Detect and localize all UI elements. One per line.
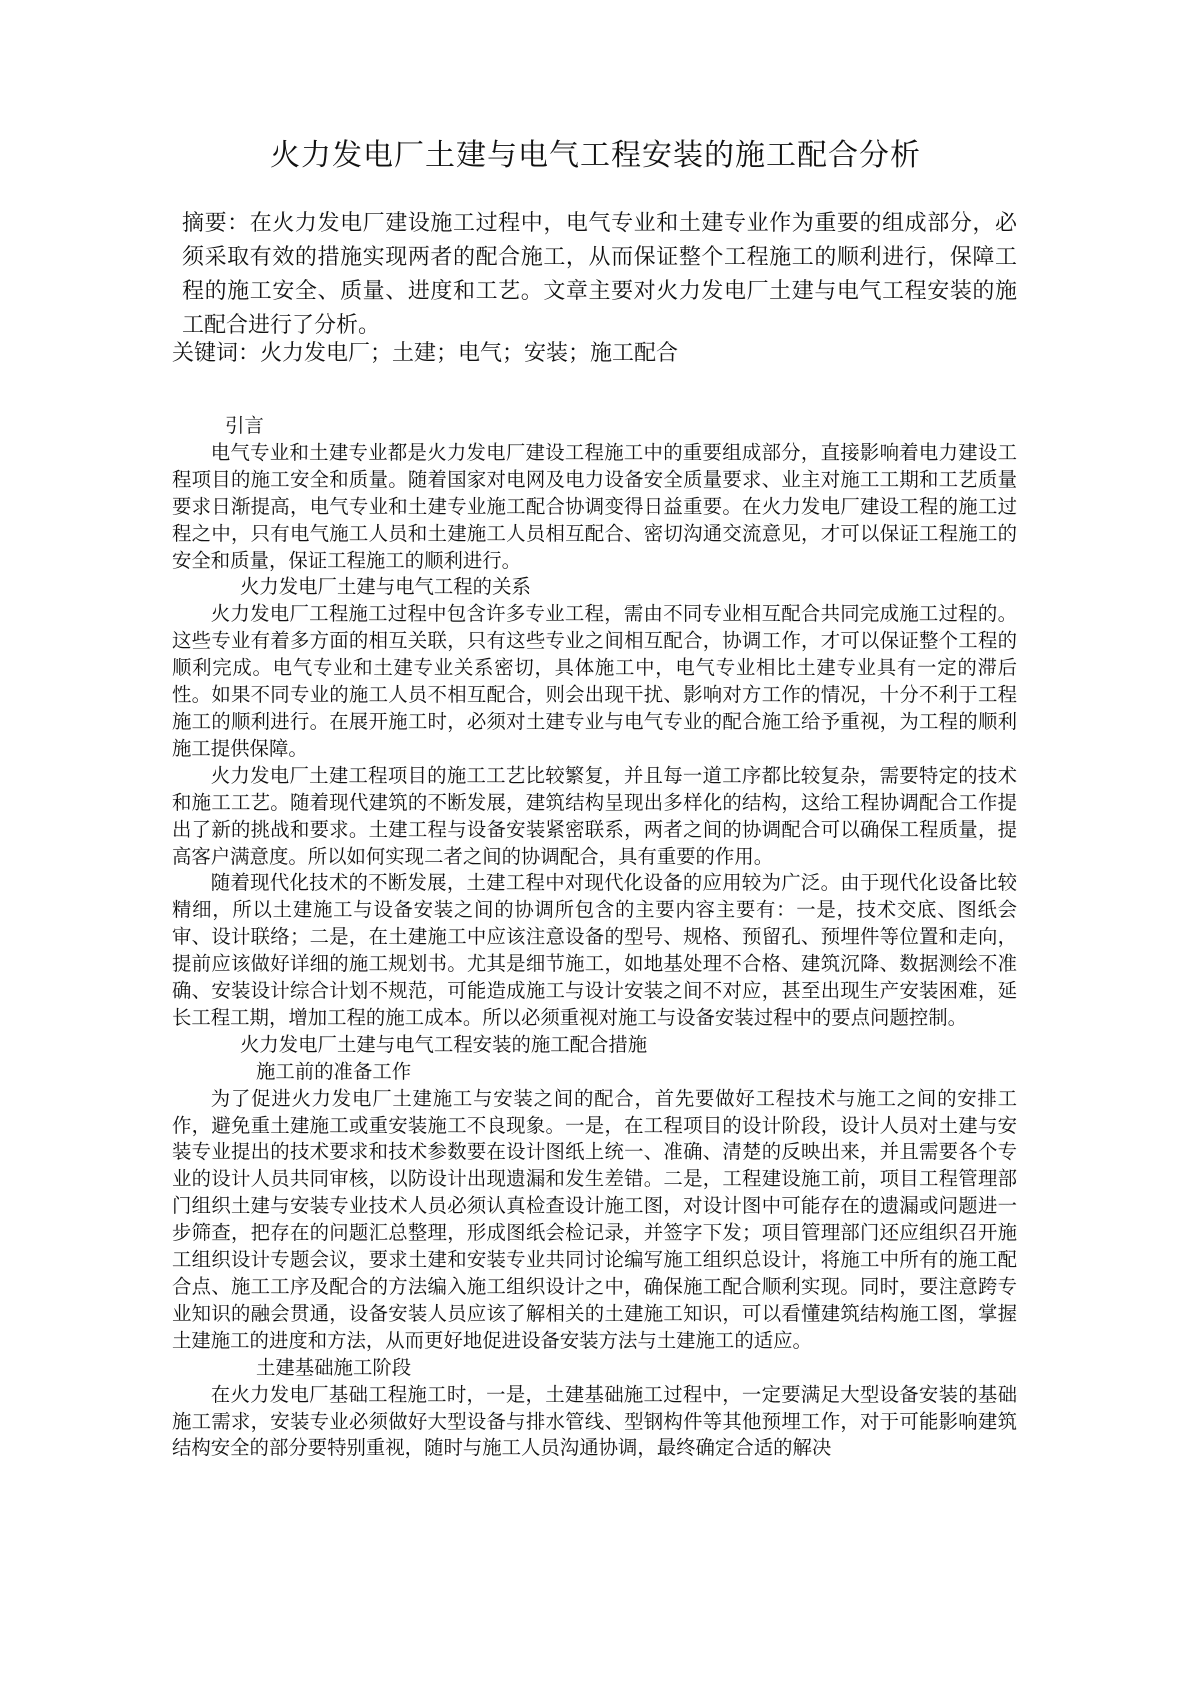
section1-paragraph-2: 火力发电厂土建工程项目的施工工艺比较繁复，并且每一道工序都比较复杂，需要特定的技术和施工工艺。随着现代建筑的不断发展，建筑结构呈现出多样化的结构，这给工程协调配合工作提出了新的挑战和要求。土建工程与设备安装紧密联系，两者之间的协调配合可以确保工程质量，提高客户满意度。所以如何实现二者之间的协调配合，具有重要的作用。 <box>172 763 1017 868</box>
abstract-text: 摘要：在火力发电厂建设施工过程中，电气专业和土建专业作为重要的组成部分，必须采取有效的措施实现两者的配合施工，从而保证整个工程施工的顺利进行，保障工程的施工安全、质量、进度和工艺。文章主要对火力发电厂土建与电气工程安装的施工配合进行了分析。 <box>182 211 1017 338</box>
section2-2-heading: 土建基础施工阶段 <box>256 1355 412 1379</box>
intro-paragraph: 电气专业和土建专业都是火力发电厂建设工程施工中的重要组成部分，直接影响着电力建设工程项目的施工安全和质量。随着国家对电网及电力设备安全质量要求、业主对施工工期和工艺质量要求日渐提高，电气专业和土建专业施工配合协调变得日益重要。在火力发电厂建设工程的施工过程之中，只有电气施工人员和土建施工人员相互配合、密切沟通交流意见，才可以保证工程施工的安全和质量，保证工程施工的顺利进行。 <box>172 440 1017 572</box>
section1-paragraph-3: 随着现代化技术的不断发展，土建工程中对现代化设备的应用较为广泛。由于现代化设备比较精细，所以土建施工与设备安装之间的协调所包含的主要内容主要有：一是，技术交底、图纸会审、设计联络；二是，在土建施工中应该注意设备的型号、规格、预留孔、预埋件等位置和走向，提前应该做好详细的施工规划书。尤其是细节施工，如地基处理不合格、建筑沉降、数据测绘不准确、安装设计综合计划不规范，可能造成施工与设计安装之间不对应，甚至出现生产安装困难，延长工程工期，增加工程的施工成本。所以必须重视对施工与设备安装过程中的要点问题控制。 <box>172 871 1017 1029</box>
section2-2-paragraph: 在火力发电厂基础工程施工时，一是，土建基础施工过程中，一定要满足大型设备安装的基础施工需求，安装专业必须做好大型设备与排水管线、型钢构件等其他预埋工作，对于可能影响建筑结构安全的部分要特别重视，随时与施工人员沟通协调，最终确定合适的解决 <box>172 1382 1017 1460</box>
section1-paragraph-1: 火力发电厂工程施工过程中包含许多专业工程，需由不同专业相互配合共同完成施工过程的。这些专业有着多方面的相互关联，只有这些专业之间相互配合，协调工作，才可以保证整个工程的顺利完成。电气专业和土建专业关系密切，具体施工中，电气专业相比土建专业具有一定的滞后性。如果不同专业的施工人员不相互配合，则会出现干扰、影响对方工作的情况，十分不利于工程施工的顺利进行。在展开施工时，必须对土建专业与电气专业的配合施工给予重视，为工程的顺利施工提供保障。 <box>172 602 1017 760</box>
intro-heading: 引言 <box>225 414 264 437</box>
keywords: 关键词：火力发电厂；土建；电气；安装；施工配合 <box>172 341 679 366</box>
section1-heading: 火力发电厂土建与电气工程的关系 <box>240 575 531 599</box>
document-title: 火力发电厂土建与电气工程安装的施工配合分析 <box>270 138 921 173</box>
section2-1-heading: 施工前的准备工作 <box>256 1059 412 1083</box>
section2-1-paragraph: 为了促进火力发电厂土建施工与安装之间的配合，首先要做好工程技术与施工之间的安排工作，避免重土建施工或重安装施工不良现象。一是，在工程项目的设计阶段，设计人员对土建与安装专业提出的技术要求和技术参数要在设计图纸上统一、准确、清楚的反映出来，并且需要各个专业的设计人员共同审核，以防设计出现遗漏和发生差错。二是，工程建设施工前，项目工程管理部门组织土建与安装专业技术人员必须认真检查设计施工图，对设计图中可能存在的遗漏或问题进一步筛查，把存在的问题汇总整理，形成图纸会检记录，并签字下发；项目管理部门还应组织召开施工组织设计专题会议，要求土建和安装专业共同讨论编写施工组织总设计，将施工中所有的施工配合点、施工工序及配合的方法编入施工组织设计之中，确保施工配合顺利实现。同时，要注意跨专业知识的融会贯通，设备安装人员应该了解相关的土建施工知识，可以看懂建筑结构施工图，掌握土建施工的进度和方法，从而更好地促进设备安装方法与土建施工的适应。 <box>172 1086 1017 1352</box>
abstract <box>172 207 1017 343</box>
body-text <box>172 413 1017 1462</box>
section2-heading: 火力发电厂土建与电气工程安装的施工配合措施 <box>240 1032 648 1056</box>
